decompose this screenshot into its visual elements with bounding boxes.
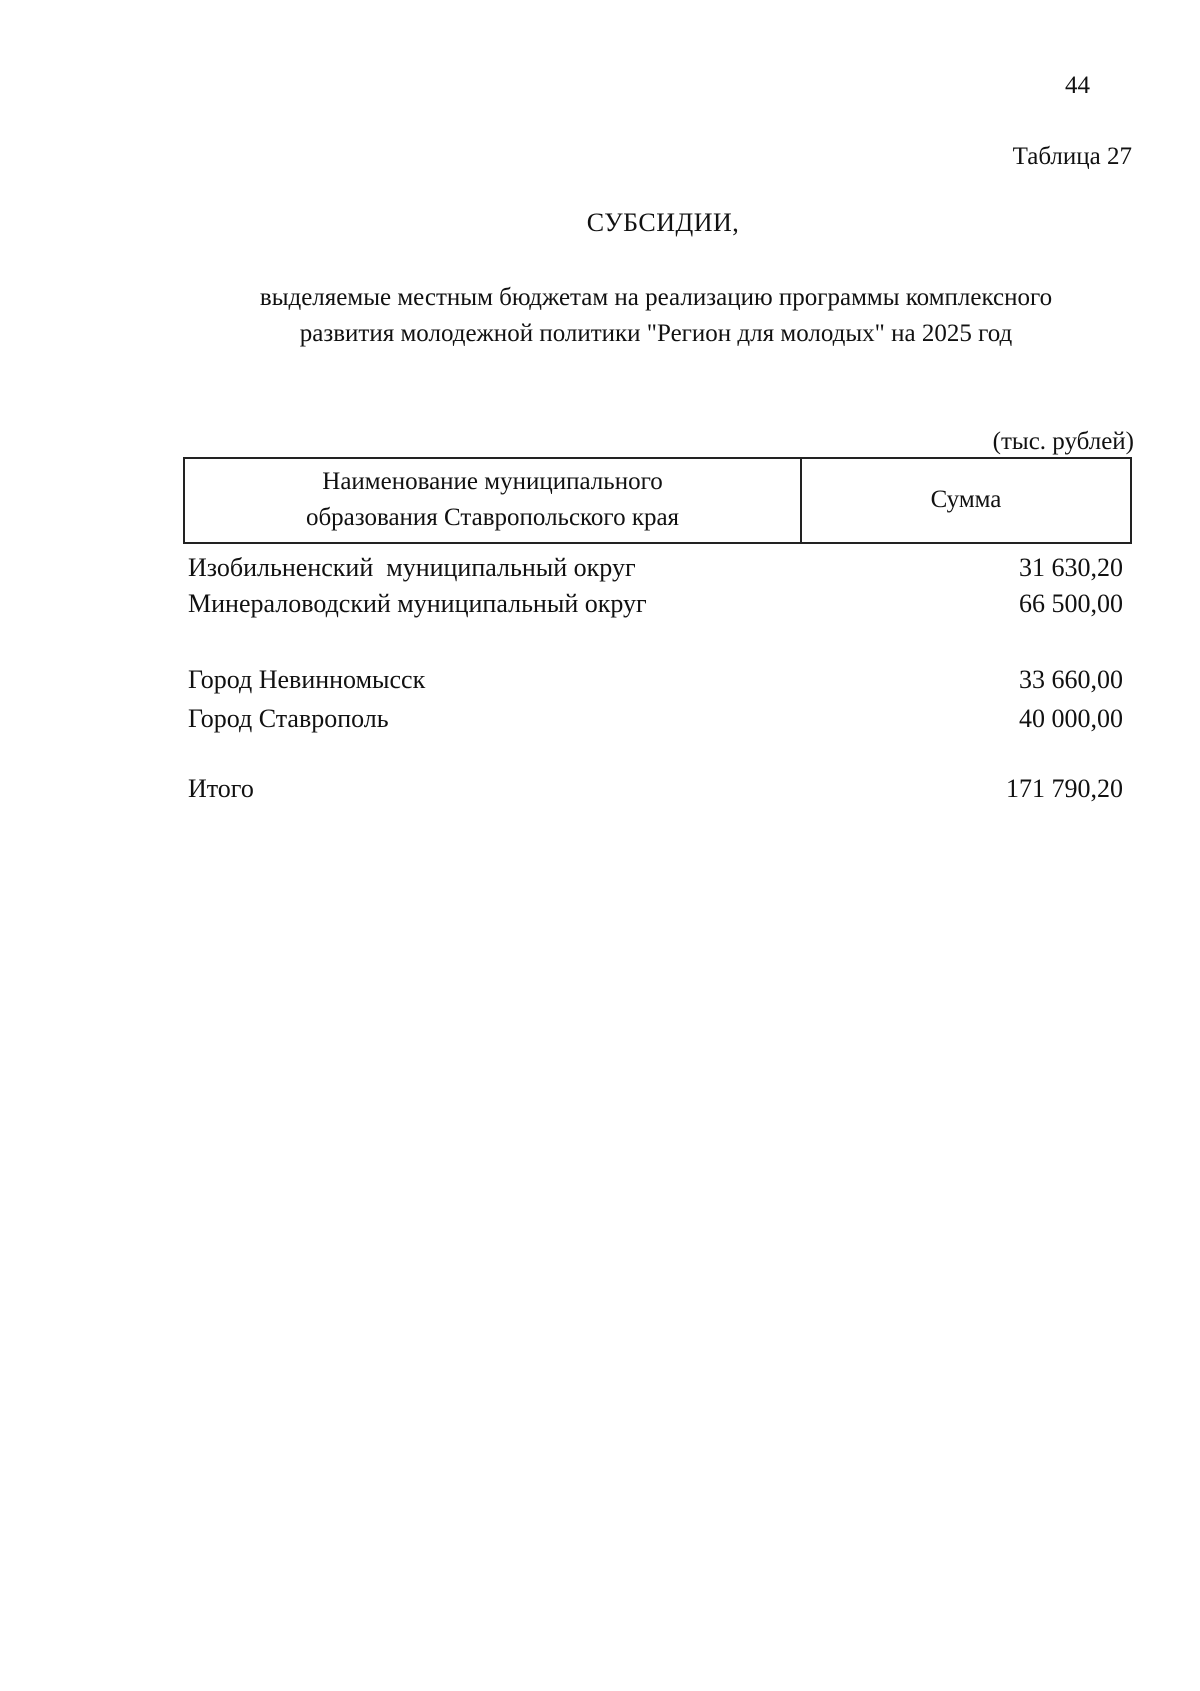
table-row (188, 704, 1123, 734)
row-name: Город Ставрополь (188, 704, 389, 733)
total-value: 171 790,20 (1006, 774, 1123, 803)
table-row (188, 553, 1123, 583)
document-title: СУБСИДИИ, (586, 208, 740, 237)
total-label: Итого (188, 774, 254, 803)
table-label: Таблица 27 (1012, 143, 1132, 170)
row-name: Изобильненский муниципальный округ (188, 553, 636, 582)
table-header (183, 457, 1132, 544)
header-name-line-2: образования Ставропольского края (305, 503, 680, 531)
units-label: (тыс. рублей) (992, 428, 1134, 455)
row-value: 40 000,00 (1019, 704, 1123, 733)
row-value: 33 660,00 (1019, 665, 1123, 694)
header-sum-cell: Сумма (930, 485, 1002, 513)
header-name-line-1: Наименование муниципального (322, 467, 663, 495)
subtitle-line-1: выделяемые местным бюджетам на реализацию программы комплексного (259, 284, 1053, 311)
header-name-cell (185, 457, 802, 542)
row-value: 66 500,00 (1019, 589, 1123, 618)
page-number: 44 (1065, 72, 1090, 99)
document-subtitle (186, 280, 1126, 352)
row-name: Город Невинномысск (188, 665, 426, 694)
total-row (188, 774, 1123, 804)
subtitle-line-2: развития молодежной политики "Регион для молодых" на 2025 год (299, 320, 1013, 347)
row-name: Минераловодский муниципальный округ (188, 589, 647, 618)
row-value: 31 630,20 (1019, 553, 1123, 582)
table-row (188, 665, 1123, 695)
table-row (188, 589, 1123, 619)
